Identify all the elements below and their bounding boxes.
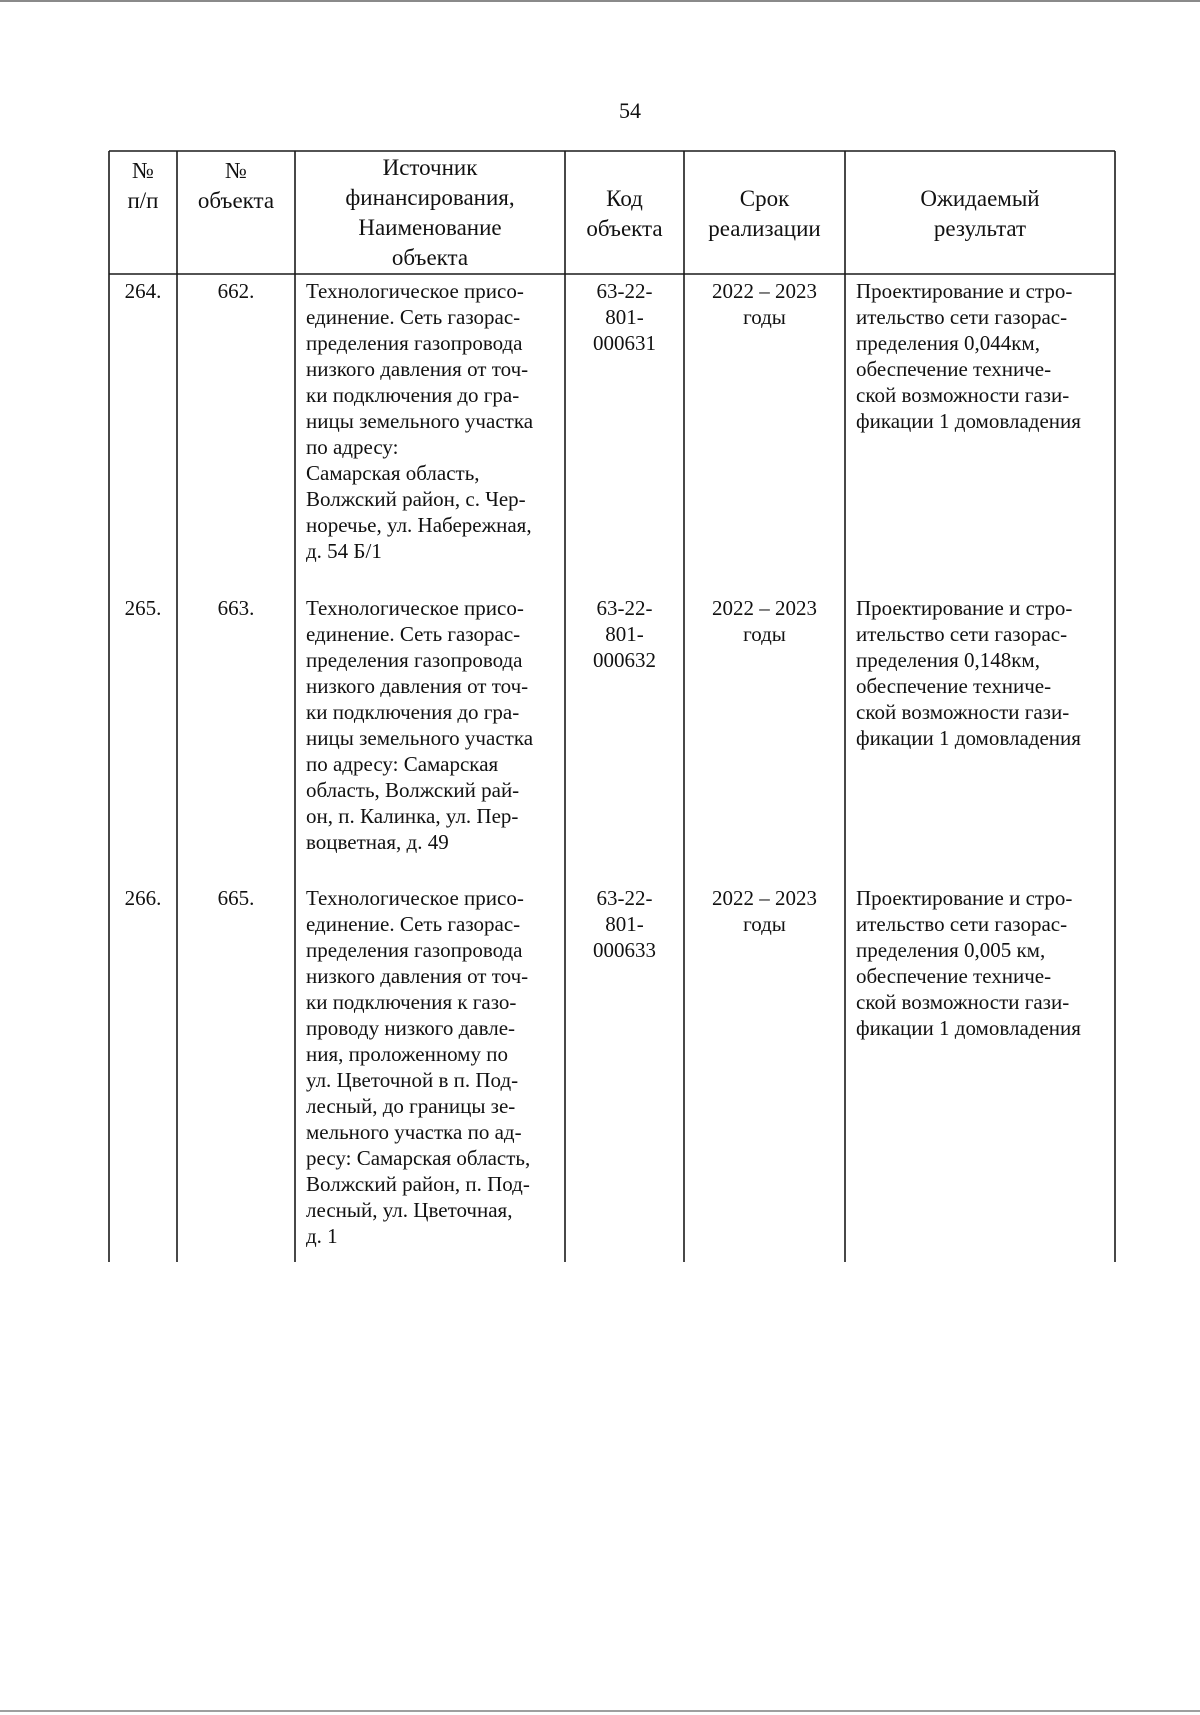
row-266-num: 266.	[124, 886, 162, 910]
row-265-name: Технологическое присо- единение. Сеть газорас- пределения газопровода низкого давления от точ- ки подключения до гра- ницы земельного участка по адресу: Самарская область, Волжский рай- он, п. Калинка, ул. Пер- воцветная, д. 49	[306, 596, 534, 854]
row-265-code: 63-22- 801- 000632	[593, 596, 656, 672]
row-264-result: Проектирование и стро- ительство сети газорас- пределения 0,044км, обеспечение техниче- ской возможности гази- фикации 1 домовладения	[856, 279, 1081, 433]
row-265-num: 265.	[124, 596, 162, 620]
page-number: 54	[619, 98, 641, 123]
header-result: Ожидаемый результат	[920, 186, 1040, 241]
row-265-result: Проектирование и стро- ительство сети газорас- пределения 0,148км, обеспечение техниче- ской возможности гази- фикации 1 домовладения	[856, 596, 1081, 750]
row-264-object-no: 662.	[217, 279, 255, 303]
row-265-term: 2022 – 2023 годы	[712, 596, 817, 646]
row-266-name: Технологическое присо- единение. Сеть газорас- пределения газопровода низкого давления от точ- ки подключения к газо- проводу низкого давле- ния, проложенному по ул. Цветочной в п. Под- лесный, до границы зе- мельного участка по ад- ресу: Самарская область, Волжский район, п. Под- лесный, ул. Цветочная, д. 1	[306, 886, 531, 1248]
row-266-code: 63-22- 801- 000633	[593, 886, 656, 962]
row-264-num: 264.	[124, 279, 162, 303]
row-266-result: Проектирование и стро- ительство сети газорас- пределения 0,005 км, обеспечение техниче- ской возможности гази- фикации 1 домовладения	[856, 886, 1081, 1040]
header-term: Срок реализации	[708, 186, 821, 241]
header-name: Источник финансирования, Наименование объекта	[345, 155, 515, 270]
header-num: № п/п	[127, 158, 159, 213]
row-266-term: 2022 – 2023 годы	[712, 886, 817, 936]
row-266-object-no: 665.	[217, 886, 255, 910]
row-265-object-no: 663.	[217, 596, 255, 620]
row-264-name: Технологическое присо- единение. Сеть газорас- пределения газопровода низкого давления от точ- ки подключения до гра- ницы земельного участка по адресу: Самарская область, Волжский район, с. Чер- норечье, ул. Набережная, д. 54 Б/1	[306, 279, 534, 563]
header-code: Код объекта	[586, 186, 663, 241]
row-264-code: 63-22- 801- 000631	[593, 279, 656, 355]
row-264-term: 2022 – 2023 годы	[712, 279, 817, 329]
header-object-no: № объекта	[197, 158, 275, 213]
